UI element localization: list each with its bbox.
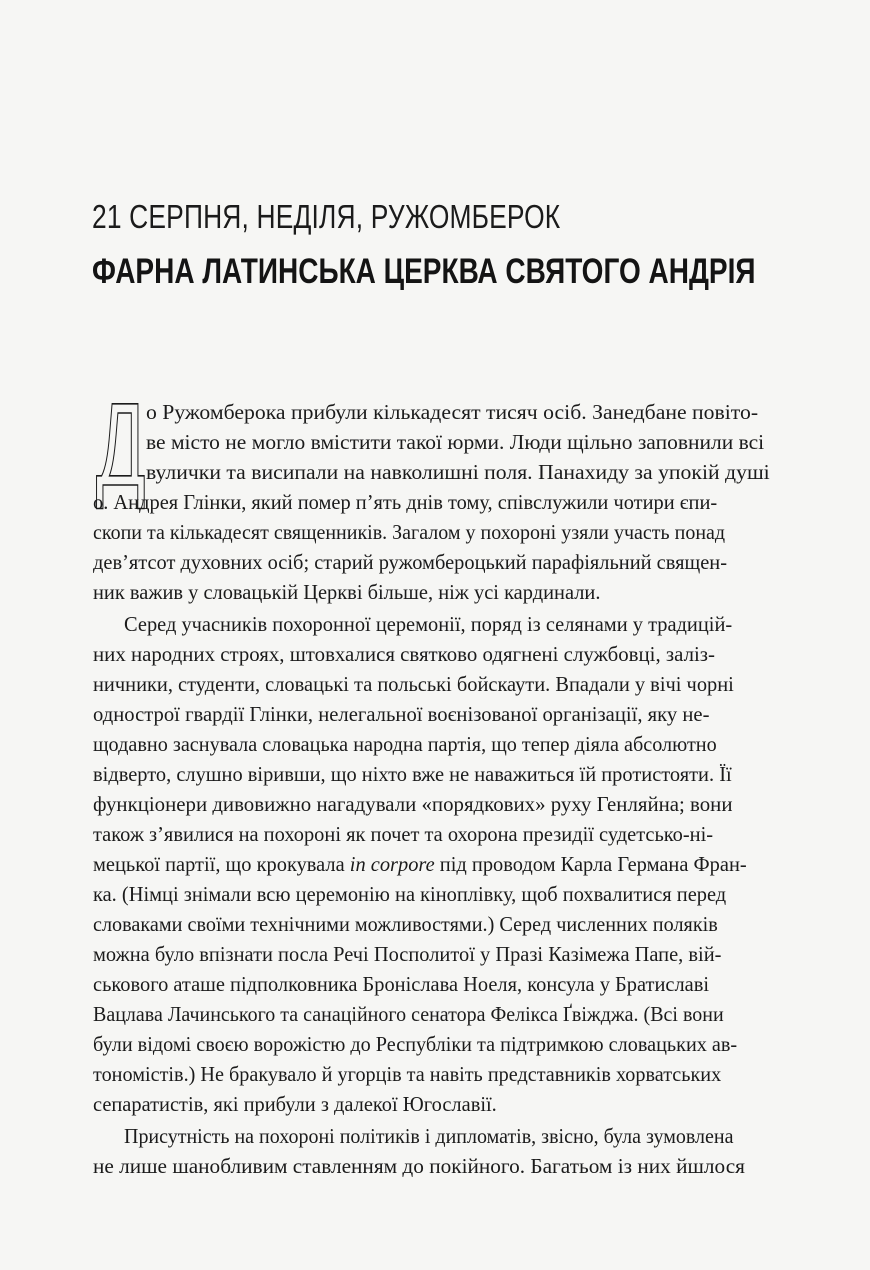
chapter-date-line: 21 СЕРПНЯ, НЕДІЛЯ, РУЖОМБЕРОК: [92, 198, 561, 235]
text-line: вулички та висипали на навколишні поля. Панахиду за упокій душі: [146, 460, 770, 484]
text-line: сепаратистів, які прибули з далекої Югославії.: [93, 1092, 497, 1116]
text-line: о. Андрея Глінки, який помер п’ять днів тому, співслужили чотири єпи-: [93, 490, 718, 514]
text-line: словаками своїми технічними можливостями.) Серед численних поляків: [93, 912, 718, 936]
text-line: ве місто не могло вмістити такої юрми. Люди щільно заповнили всі: [146, 430, 765, 454]
text-line: ськового аташе підполковника Броніслава Ноеля, консула у Братиславі: [93, 972, 710, 996]
text-line: функціонери дивовижно нагадували «порядкових» руху Генляйна; вони: [93, 792, 733, 816]
text-fragment: мецької партії, що крокувала: [93, 852, 345, 876]
text-fragment: під проводом Карла Германа Фран-: [439, 852, 747, 876]
text-line: дев’ятсот духовних осіб; старий ружомбероцький парафіяльний священ-: [93, 550, 728, 574]
text-line: ка. (Німці знімали всю церемонію на кіноплівку, щоб похвалитися перед: [93, 882, 727, 906]
text-line: ничники, студенти, словацькі та польські бойскаути. Впадали у вічі чорні: [93, 672, 734, 696]
text-line: не лише шанобливим ставленням до покійного. Багатьом із них йшлося: [93, 1154, 745, 1178]
text-line: о Ружомберока прибули кількадесят тисяч осіб. Занедбане повіто-: [146, 400, 759, 424]
text-line: тономістів.) Не бракувало й угорців та навіть представників хорватських: [93, 1062, 722, 1086]
text-line: також з’явилися на похороні як почет та охорона президії судетсько-ні-: [93, 822, 714, 846]
text-line: щодавно заснувала словацька народна партія, що тепер діяла абсолютно: [93, 732, 717, 756]
latin-phrase: in corpore: [349, 852, 435, 876]
text-line: Серед учасників похоронної церемонії, поряд із селянами у традицій-: [124, 612, 733, 636]
text-line: ник важив у словацькій Церкві більше, ніж усі кардинали.: [93, 580, 601, 604]
text-line: [93, 850, 747, 878]
text-line: однострої гвардії Глінки, нелегальної воєнізованої організації, яку не-: [93, 702, 710, 726]
text-line: них народних строях, штовхалися святково одягнені службовці, заліз-: [93, 642, 715, 666]
text-line: можна було впізнати посла Речі Посполитої у Празі Казімежа Папе, вій-: [93, 942, 722, 966]
text-line: Присутність на похороні політиків і дипломатів, звісно, була зумовлена: [124, 1124, 734, 1148]
text-line: були відомі своєю ворожістю до Республіки та підтримкою словацьких ав-: [93, 1032, 738, 1056]
text-line: скопи та кількадесят священників. Загалом у похороні узяли участь понад: [93, 520, 726, 544]
text-line: Вацлава Лачинського та санаційного сенатора Фелікса Ґвіжджа. (Всі вони: [93, 1002, 724, 1026]
chapter-title: ФАРНА ЛАТИНСЬКА ЦЕРКВА СВЯТОГО АНДРІЯ: [92, 252, 756, 291]
text-line: відверто, слушно віривши, що ніхто вже не наважиться їй протистояти. Її: [93, 762, 732, 786]
drop-cap-letter: Д: [96, 379, 146, 511]
